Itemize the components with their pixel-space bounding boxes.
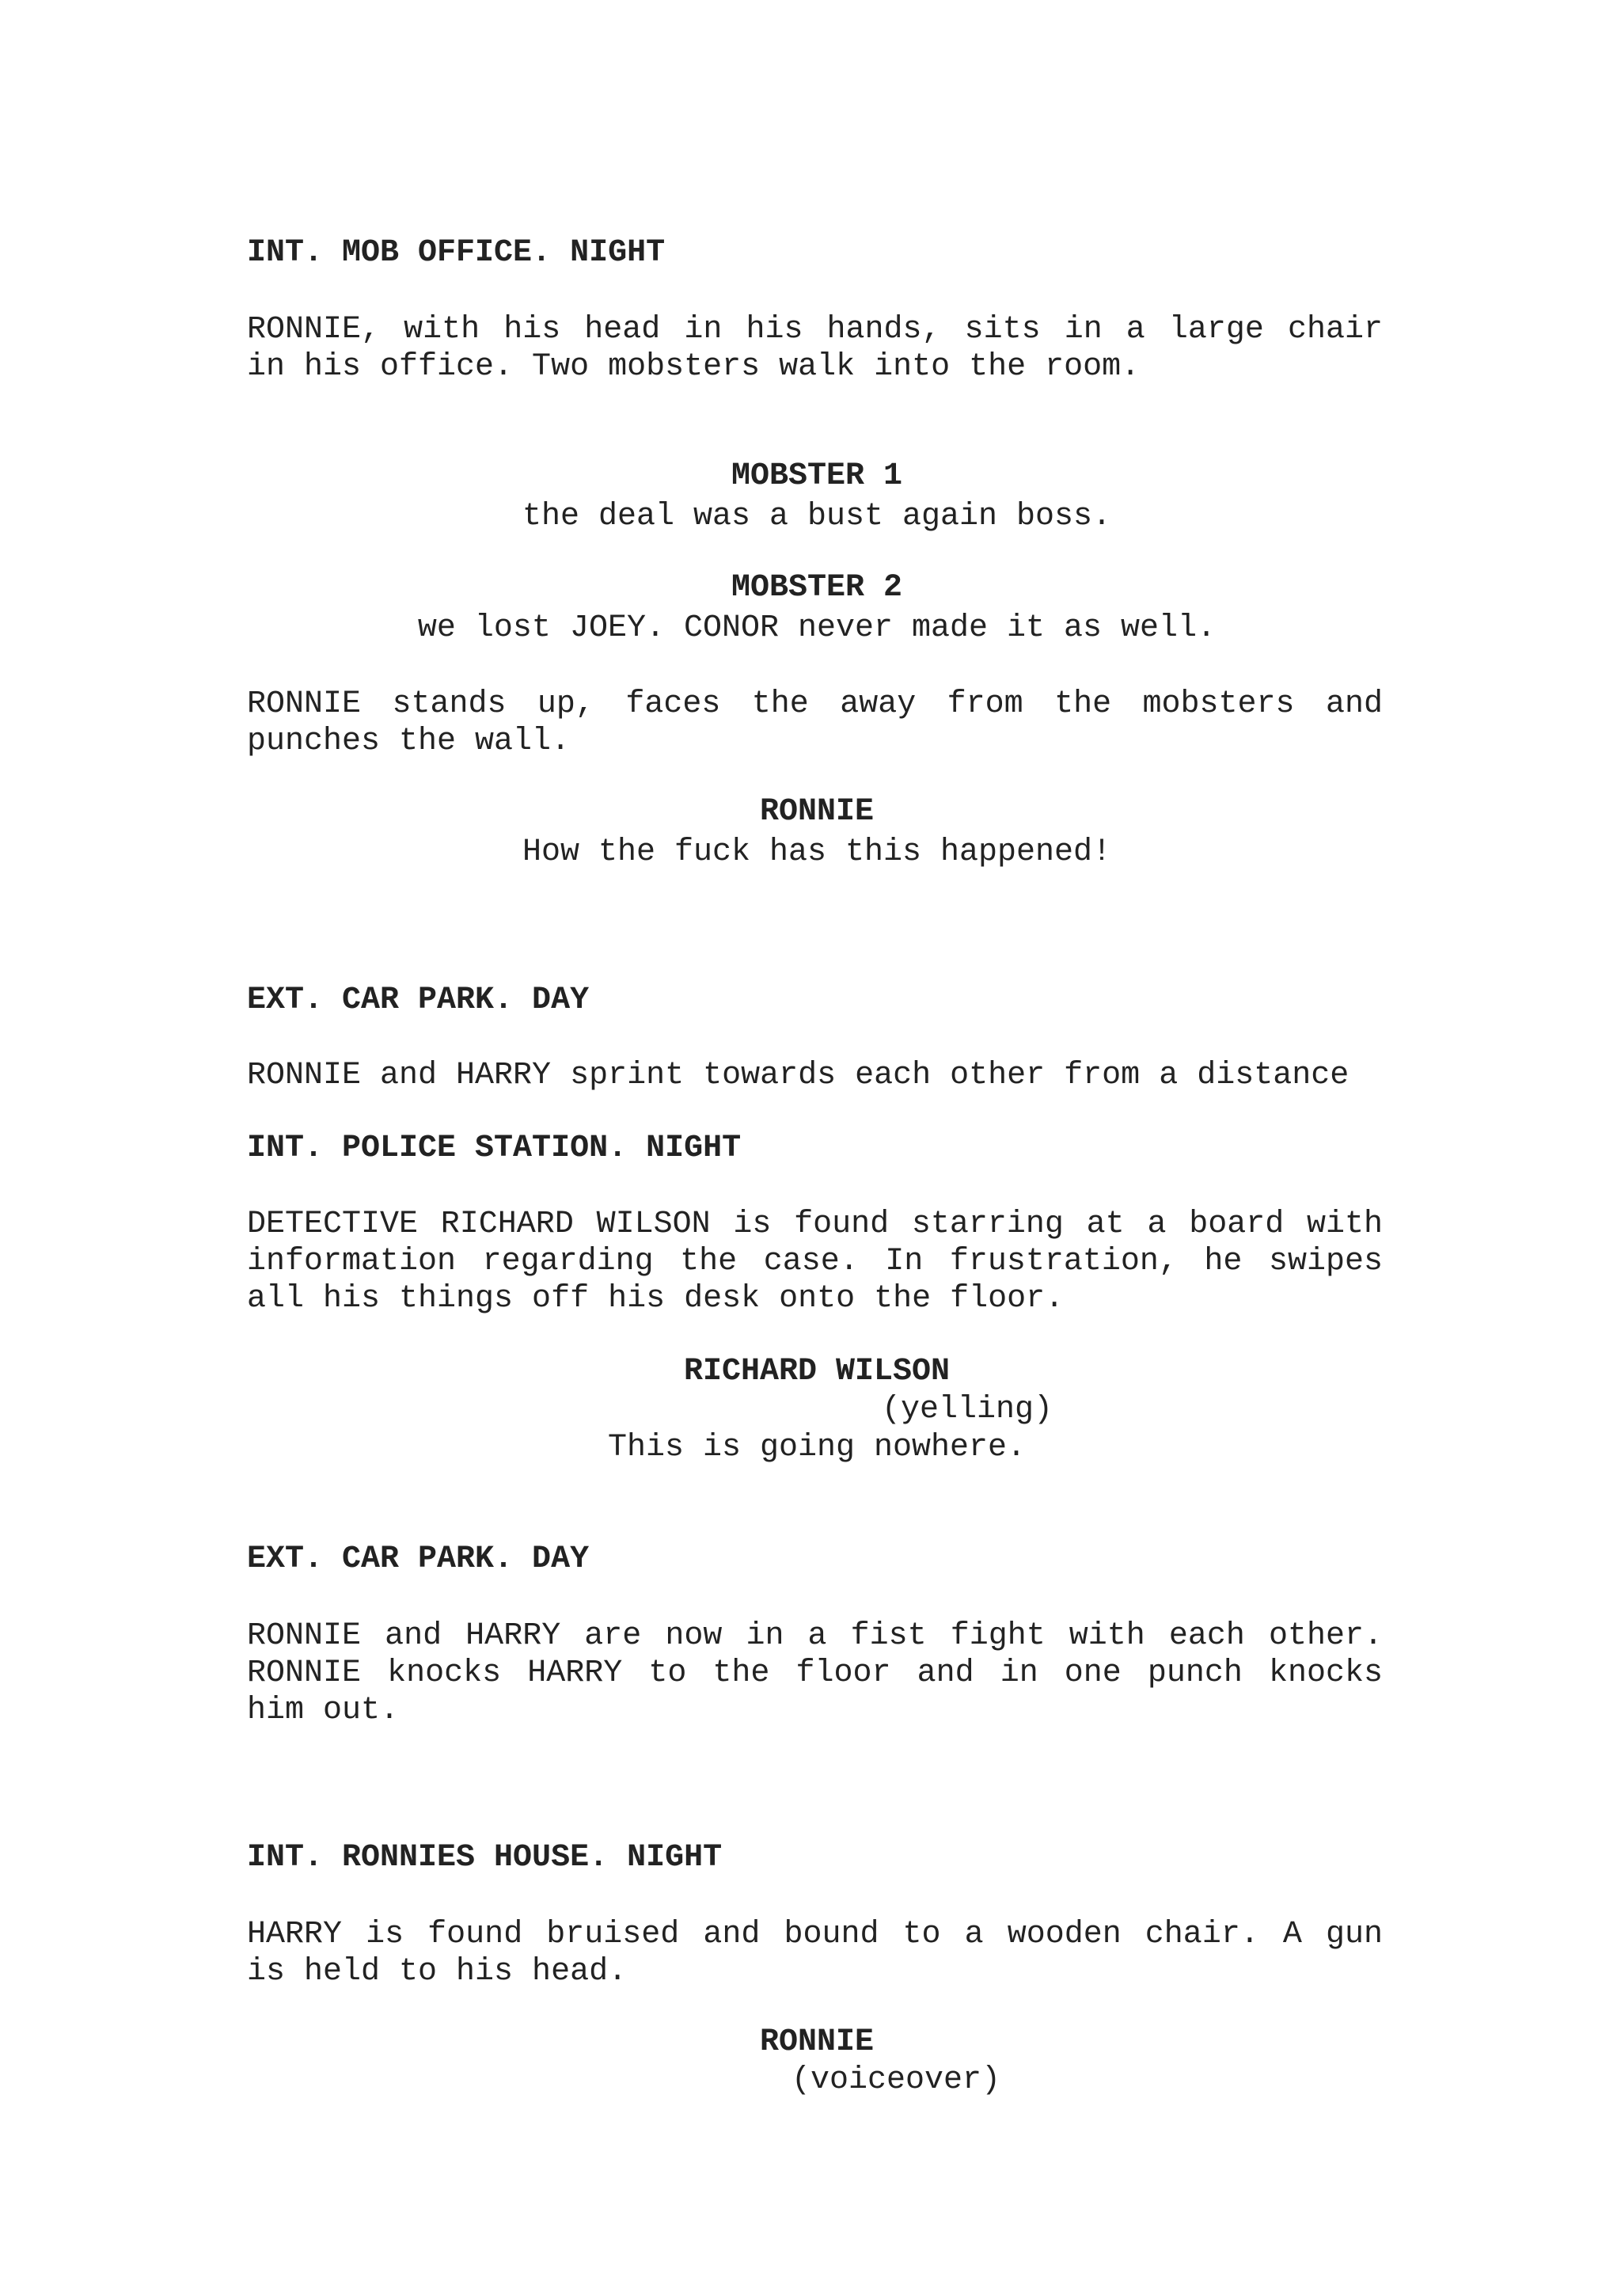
dialogue-text: This is going nowhere. (607, 1430, 1027, 1465)
scene-heading: INT. RONNIES HOUSE. NIGHT (247, 1840, 723, 1876)
character-name: RICHARD WILSON (683, 1354, 951, 1389)
action-text: RONNIE and HARRY sprint towards each other from a distance (247, 1058, 1350, 1093)
action-text: RONNIE and HARRY are now in a fist fight with each other. RONNIE knocks HARRY to the floor and in one punch knocks him out. (247, 1618, 1383, 1728)
dialogue-text: we lost JOEY. CONOR never made it as well. (417, 610, 1217, 646)
action-text: HARRY is found bruised and bound to a wooden chair. A gun is held to his head. (247, 1917, 1383, 1990)
dialogue-text: the deal was a bust again boss. (522, 499, 1112, 534)
character-name: MOBSTER 1 (731, 458, 903, 494)
scene-heading: INT. POLICE STATION. NIGHT (247, 1131, 742, 1166)
action-text: RONNIE, with his head in his hands, sits in a large chair in his office. Two mobsters walk into the room. (247, 312, 1383, 385)
character-name: RONNIE (759, 2024, 875, 2060)
scene-heading: INT. MOB OFFICE. NIGHT (247, 235, 666, 271)
scene-heading: EXT. CAR PARK. DAY (247, 983, 590, 1018)
character-name: RONNIE (759, 794, 875, 830)
action-text: DETECTIVE RICHARD WILSON is found starring at a board with information regarding the case. In frustration, he swipes all his things off his desk onto the floor. (247, 1207, 1383, 1317)
action-text: RONNIE stands up, faces the away from the mobsters and punches the wall. (247, 686, 1383, 759)
scene-heading: EXT. CAR PARK. DAY (247, 1541, 590, 1577)
parenthetical-text: (voiceover) (792, 2062, 1001, 2098)
parenthetical-text: (yelling) (882, 1392, 1053, 1427)
character-name: MOBSTER 2 (731, 570, 903, 606)
dialogue-text: How the fuck has this happened! (522, 834, 1112, 870)
